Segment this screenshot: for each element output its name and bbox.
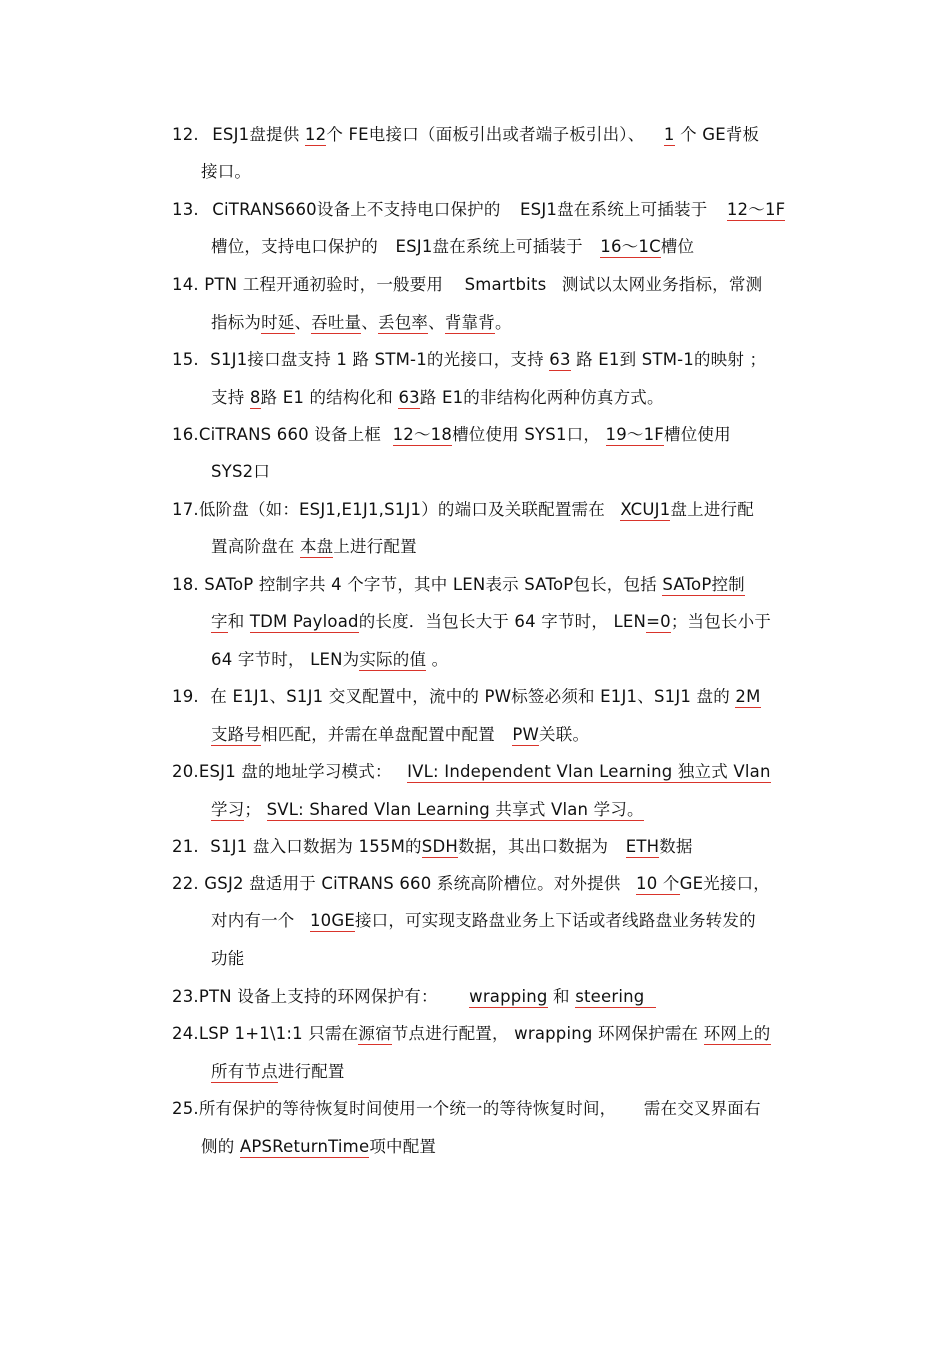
item-15-line-1: [172, 349, 766, 371]
item-25-line-2: [201, 1136, 436, 1158]
text: 关联。: [539, 725, 590, 744]
answer-blank: SVL: Shared Vlan Learning 共享式 Vlan 学习。: [266, 800, 644, 819]
text: 功能: [211, 949, 245, 968]
item-21-line-1: [172, 836, 693, 858]
item-24-line-2: [211, 1061, 345, 1083]
item-13-line-1: [172, 199, 785, 221]
text: 支持: [211, 388, 245, 407]
item-number: 13.: [172, 200, 199, 219]
item-number: 23.: [172, 987, 199, 1006]
text: ；: [244, 800, 262, 819]
text: 指标为: [211, 313, 262, 332]
answer-blank: 字: [211, 612, 228, 631]
item-number: 18.: [172, 575, 199, 594]
text: PTN 工程开通初验时，一般要用: [204, 275, 444, 294]
item-19-line-1: [172, 686, 761, 708]
text: 侧的: [201, 1137, 235, 1156]
text: 接口。: [201, 162, 252, 181]
item-number: 14.: [172, 275, 199, 294]
text: ESJ1盘提供: [212, 125, 300, 144]
answer-blank: 源宿: [358, 1024, 392, 1043]
item-number: 24.: [172, 1024, 199, 1043]
text: 需在交叉界面右: [643, 1099, 761, 1118]
text: 置高阶盘在: [211, 537, 295, 556]
item-25-line-1: [172, 1098, 761, 1120]
item-23-line-1: [172, 986, 656, 1008]
text: 相匹配，并需在单盘配置中配置: [261, 725, 495, 744]
text: LSP 1+1\1:1 只需在: [198, 1024, 359, 1043]
item-15-line-2: [211, 387, 664, 409]
answer-blank: 10GE: [309, 911, 355, 930]
answer-blank: 63: [398, 388, 420, 407]
answer-blank: steering: [575, 987, 656, 1008]
item-12-line-1: [172, 124, 759, 146]
answer-blank: 背靠背: [444, 313, 495, 332]
answer-blank: 吞吐量: [311, 313, 362, 332]
item-number: 25.: [172, 1099, 199, 1118]
item-20-line-2: [211, 799, 644, 821]
text: 个 GE背板: [680, 125, 760, 144]
answer-blank: ETH: [625, 837, 660, 856]
answer-blank: 所有节点: [211, 1062, 278, 1081]
item-13-line-2: [211, 236, 694, 258]
text: 在 E1J1、S1J1 交叉配置中，流中的 PW标签必须和 E1J1、S1J1 盘的: [210, 687, 730, 706]
text: 、: [294, 313, 312, 332]
text: 上进行配置: [333, 537, 417, 556]
item-number: 15.: [172, 350, 199, 369]
text: 。: [494, 313, 512, 332]
text: 节点进行配置， wrapping 环网保护需在: [391, 1024, 699, 1043]
text: CiTRANS660设备上不支持电口保护的: [212, 200, 501, 219]
answer-blank: 19～1F: [605, 425, 664, 444]
text: 数据: [659, 837, 693, 856]
text: 数据，其出口数据为: [457, 837, 609, 856]
item-14-line-1: [172, 274, 762, 296]
item-number: 16.: [172, 425, 199, 444]
item-22-line-3: [211, 948, 244, 970]
text: GE光接口，: [679, 874, 770, 893]
item-19-line-2: [211, 724, 589, 746]
text: 和: [553, 987, 570, 1006]
text: 、: [428, 313, 445, 332]
text: 槽位，支持电口保护的: [211, 237, 378, 256]
item-17-line-1: [172, 499, 754, 521]
answer-blank: IVL: Independent Vlan Learning 独立式 Vlan: [407, 762, 771, 781]
text: 路 E1到 STM-1的映射 ；: [576, 350, 767, 369]
item-17-line-2: [211, 536, 417, 558]
item-number: 17.: [172, 500, 199, 519]
text: 接口，可实现支路盘业务上下话或者线路盘业务转发的: [354, 911, 756, 930]
answer-blank: TDM Payload: [249, 612, 359, 631]
answer-blank: SDH: [421, 837, 458, 856]
text: 个 FE电接口（面板引出或者端子板引出）、: [326, 125, 645, 144]
text: 路 E1的非结构化两种仿真方式。: [419, 388, 664, 407]
text: 项中配置: [369, 1137, 437, 1156]
item-22-line-1: [172, 873, 770, 895]
text: S1J1 盘入口数据为 155M的: [210, 837, 422, 856]
item-18-line-2: [211, 611, 771, 633]
text: GSJ2 盘适用于 CiTRANS 660 系统高阶槽位。对外提供: [204, 874, 621, 893]
text: Smartbits: [464, 275, 547, 294]
text: S1J1接口盘支持 1 路 STM-1的光接口，支持: [210, 350, 544, 369]
text: 的长度．当包长大于 64 字节时， LEN: [358, 612, 647, 631]
item-18-line-3: [211, 649, 448, 671]
answer-blank: 环网上的: [703, 1024, 771, 1043]
text: 。: [431, 650, 449, 669]
item-number: 19.: [172, 687, 199, 706]
item-16-line-2: [211, 461, 270, 483]
text: 进行配置: [277, 1062, 345, 1081]
answer-blank: 1: [663, 125, 675, 144]
item-24-line-1: [172, 1023, 771, 1045]
text: ESJ1 盘的地址学习模式：: [198, 762, 392, 781]
text: 槽位使用 SYS1口，: [452, 425, 601, 444]
answer-blank: 学习: [211, 800, 245, 819]
answer-blank: 63: [549, 350, 571, 369]
item-number: 21.: [172, 837, 199, 856]
answer-blank: SAToP控制: [662, 575, 745, 594]
item-20-line-1: [172, 761, 771, 783]
answer-blank: 支路号: [211, 725, 262, 744]
text: ；当包长小于: [670, 612, 772, 631]
text: 测试以太网业务指标，常测: [561, 275, 763, 294]
text: 和: [227, 612, 245, 631]
item-number: 20.: [172, 762, 199, 781]
answer-blank: =0: [646, 612, 671, 631]
text: CiTRANS 660 设备上框: [198, 425, 382, 444]
text: 对内有一个: [211, 911, 295, 930]
text: ESJ1盘在系统上可插装于: [395, 237, 583, 256]
answer-blank: 2M: [735, 687, 761, 706]
item-14-line-2: [211, 312, 512, 334]
text: 、: [361, 313, 379, 332]
answer-blank: wrapping: [469, 987, 548, 1006]
answer-blank: XCUJ1: [620, 500, 671, 519]
answer-blank: 丢包率: [378, 313, 429, 332]
answer-blank: 12: [304, 125, 327, 144]
text: 槽位使用: [664, 425, 731, 444]
item-12-line-2: [201, 161, 251, 183]
answer-blank: APSReturnTime: [239, 1137, 370, 1156]
answer-blank: 8: [249, 388, 261, 407]
item-16-line-1: [172, 424, 731, 446]
item-number: 12.: [172, 125, 199, 144]
answer-blank: 10 个: [636, 874, 680, 893]
item-18-line-1: [172, 574, 745, 596]
text: 槽位: [660, 237, 695, 256]
text: 所有保护的等待恢复时间使用一个统一的等待恢复时间，: [198, 1099, 617, 1118]
text: 路 E1 的结构化和: [260, 388, 393, 407]
answer-blank: 时延: [261, 313, 295, 332]
text: 64 字节时， LEN为: [211, 650, 360, 669]
text: 低阶盘（如：ESJ1,E1J1,S1J1）的端口及关联配置需在: [198, 500, 605, 519]
answer-blank: PW: [512, 725, 540, 744]
answer-blank: 16～1C: [600, 237, 661, 256]
text: ESJ1盘在系统上可插装于: [520, 200, 708, 219]
text: SYS2口: [211, 462, 271, 481]
answer-blank: 12～1F: [726, 200, 786, 219]
text: PTN 设备上支持的环网保护有：: [198, 987, 438, 1006]
answer-blank: 实际的值: [359, 650, 427, 669]
text: 盘上进行配: [670, 500, 754, 519]
answer-blank: 本盘: [299, 537, 334, 556]
item-number: 22.: [172, 874, 199, 893]
answer-blank: 12～18: [392, 425, 453, 444]
text: SAToP 控制字共 4 个字节，其中 LEN表示 SAToP包长，包括: [204, 575, 657, 594]
item-22-line-2: [211, 910, 756, 932]
